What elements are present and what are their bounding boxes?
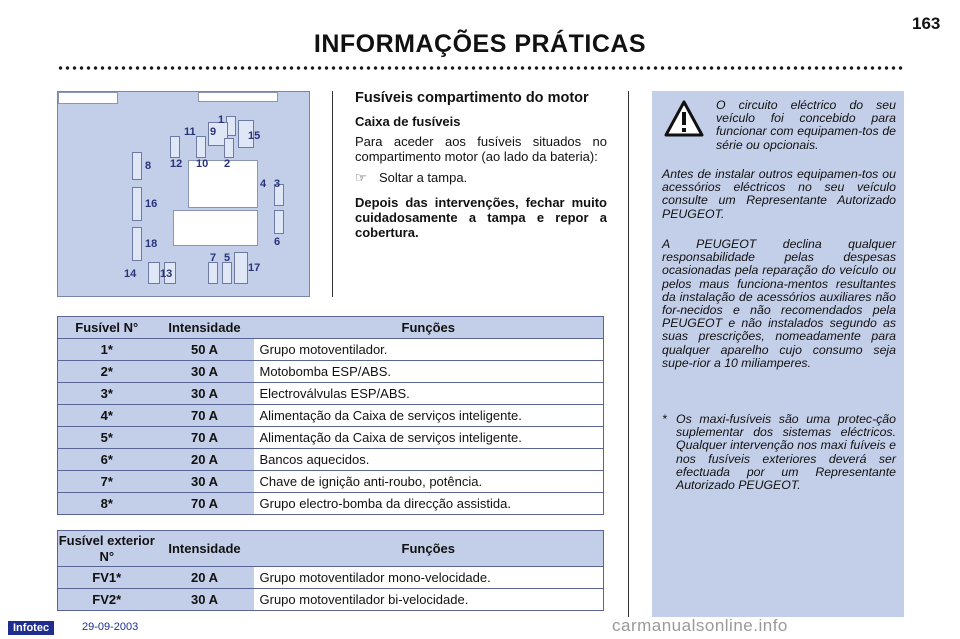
fuse-label: 4 bbox=[260, 178, 267, 190]
table-row bbox=[58, 361, 604, 383]
fuse-amperage: 20 A bbox=[156, 449, 254, 471]
fuse-label: 13 bbox=[160, 268, 173, 280]
fuse-label: 16 bbox=[145, 198, 158, 210]
fuse-amperage: 50 A bbox=[156, 339, 254, 361]
fuse-function: Grupo motoventilador. bbox=[254, 339, 604, 361]
fuse-number: 7* bbox=[58, 471, 156, 493]
table-row bbox=[58, 493, 604, 515]
column-divider bbox=[332, 91, 333, 297]
fuse-number: 4* bbox=[58, 405, 156, 427]
table-header-row bbox=[58, 317, 604, 339]
fuse-function: Alimentação da Caixa de serviços inteligente. bbox=[254, 427, 604, 449]
column-header: Intensidade bbox=[156, 317, 254, 339]
fuse-number: 1* bbox=[58, 339, 156, 361]
fuse-number: FV2* bbox=[58, 589, 156, 611]
column-header: Fusível exterior N° bbox=[58, 531, 156, 567]
fuse-amperage: 70 A bbox=[156, 427, 254, 449]
engine-fuses-table bbox=[57, 316, 604, 515]
instruction-step bbox=[355, 170, 607, 185]
fuse-function: Electroválvulas ESP/ABS. bbox=[254, 383, 604, 405]
fuse-label: 6 bbox=[274, 236, 281, 248]
info-paragraph: Antes de instalar outros equipamen-tos ou acessórios eléctricos no seu veículo consulte um Representante Autorizado PEUGEOT. bbox=[662, 167, 896, 221]
fuse-function: Grupo motoventilador bi-velocidade. bbox=[254, 589, 604, 611]
section-subheading: Caixa de fusíveis bbox=[355, 114, 461, 129]
dotted-divider bbox=[57, 65, 905, 71]
table-row bbox=[58, 471, 604, 493]
table-row bbox=[58, 567, 604, 589]
section-body: Para aceder aos fusíveis situados no compartimento motor (ao lado da bateria): bbox=[355, 134, 607, 164]
fuse-function: Bancos aquecidos. bbox=[254, 449, 604, 471]
fuse-label: 14 bbox=[124, 268, 137, 280]
fuse-label: 7 bbox=[210, 252, 217, 264]
hand-pointer-icon: ☞ bbox=[355, 170, 367, 185]
fuse-amperage: 30 A bbox=[156, 471, 254, 493]
footer-date: 29-09-2003 bbox=[82, 621, 139, 633]
fuse-label: 9 bbox=[210, 126, 217, 138]
fuse-number: 2* bbox=[58, 361, 156, 383]
relay-block bbox=[173, 210, 258, 246]
fuse-box-diagram bbox=[57, 91, 310, 297]
warning-infobox bbox=[652, 91, 904, 617]
fuse-label: 5 bbox=[224, 252, 231, 264]
fuse-label: 17 bbox=[248, 262, 261, 274]
fuse-number: 8* bbox=[58, 493, 156, 515]
infotec-logo: Infotec bbox=[8, 621, 54, 635]
fuse bbox=[132, 227, 142, 261]
fuse-label: 10 bbox=[196, 158, 209, 170]
fuse-amperage: 30 A bbox=[156, 361, 254, 383]
table-row bbox=[58, 589, 604, 611]
page-number: 163 bbox=[912, 14, 941, 33]
fuse bbox=[222, 262, 232, 284]
fuse-label: 1 bbox=[218, 114, 225, 126]
fuse bbox=[208, 262, 218, 284]
footnote-mark: * bbox=[662, 412, 667, 426]
fuse-label: 3 bbox=[274, 178, 281, 190]
fuse-label: 2 bbox=[224, 158, 231, 170]
table-row bbox=[58, 383, 604, 405]
fuse-function: Alimentação da Caixa de serviços inteligente. bbox=[254, 405, 604, 427]
fuse-amperage: 70 A bbox=[156, 493, 254, 515]
fuse-amperage: 20 A bbox=[156, 567, 254, 589]
fuse bbox=[148, 262, 160, 284]
column-header: Funções bbox=[254, 531, 604, 567]
fuse-amperage: 30 A bbox=[156, 383, 254, 405]
watermark: carmanualsonline.info bbox=[612, 616, 788, 635]
info-paragraph: A PEUGEOT declina qualquer responsabilidade pelas despesas ocasionadas pela reparação do veículo ou pelos maus funciona-mentos resultantes da instalação de acessórios auxiliares não for-necidos e não recomendados pela PEUGEOT e não instalados segundo as suas prescrições, nomeadamente para qualquer aparelho cujo consumo seja supe-rior a 10 miliamperes. bbox=[662, 237, 896, 370]
fuse-function: Grupo electro-bomba da direcção assistida. bbox=[254, 493, 604, 515]
fuse-number: 5* bbox=[58, 427, 156, 449]
fuse-number: FV1* bbox=[58, 567, 156, 589]
info-paragraph: Os maxi-fusíveis são uma protec-ção suplementar dos sistemas eléctricos. Qualquer intervenção nos maxi fuíveis e nos fusíveis exteriores deverá ser efectuada por um Representante Autorizado PEUGEOT. bbox=[676, 412, 896, 493]
page-title: INFORMAÇÕES PRÁTICAS bbox=[313, 30, 647, 58]
column-header: Fusível N° bbox=[58, 317, 156, 339]
table-row bbox=[58, 427, 604, 449]
step-text: Soltar a tampa. bbox=[379, 170, 468, 185]
fuse-number: 3* bbox=[58, 383, 156, 405]
fuse-label: 12 bbox=[170, 158, 183, 170]
warning-triangle-icon bbox=[664, 99, 704, 139]
table-row bbox=[58, 405, 604, 427]
fuse bbox=[224, 138, 234, 158]
fuse bbox=[274, 210, 284, 234]
engine-fuses-section bbox=[355, 90, 607, 240]
table-row bbox=[58, 339, 604, 361]
fuse-function: Grupo motoventilador mono-velocidade. bbox=[254, 567, 604, 589]
fuse-label: 8 bbox=[145, 160, 152, 172]
fuse bbox=[132, 187, 142, 221]
diagram-block bbox=[58, 92, 118, 104]
column-header: Funções bbox=[254, 317, 604, 339]
fuse bbox=[234, 252, 248, 284]
fuse-function: Motobomba ESP/ABS. bbox=[254, 361, 604, 383]
fuse-label: 15 bbox=[248, 130, 261, 142]
fuse-label: 18 bbox=[145, 238, 158, 250]
fuse-function: Chave de ignição anti-roubo, potência. bbox=[254, 471, 604, 493]
section-note: Depois das intervenções, fechar muito cuidadosamente a tampa e repor a cobertura. bbox=[355, 195, 607, 240]
fuse-label: 11 bbox=[184, 126, 196, 138]
fuse-amperage: 30 A bbox=[156, 589, 254, 611]
column-divider bbox=[628, 91, 629, 617]
info-paragraph: O circuito eléctrico do seu veículo foi concebido para funcionar com equipamen-tos de série ou opcionais. bbox=[716, 98, 896, 152]
section-heading: Fusíveis compartimento do motor bbox=[355, 90, 589, 106]
fuse bbox=[170, 136, 180, 158]
fuse bbox=[132, 152, 142, 180]
fuse-amperage: 70 A bbox=[156, 405, 254, 427]
column-header: Intensidade bbox=[156, 531, 254, 567]
exterior-fuses-table bbox=[57, 530, 604, 611]
table-row bbox=[58, 449, 604, 471]
fuse-number: 6* bbox=[58, 449, 156, 471]
fuse bbox=[196, 136, 206, 158]
table-header-row bbox=[58, 531, 604, 567]
diagram-block bbox=[198, 92, 278, 102]
